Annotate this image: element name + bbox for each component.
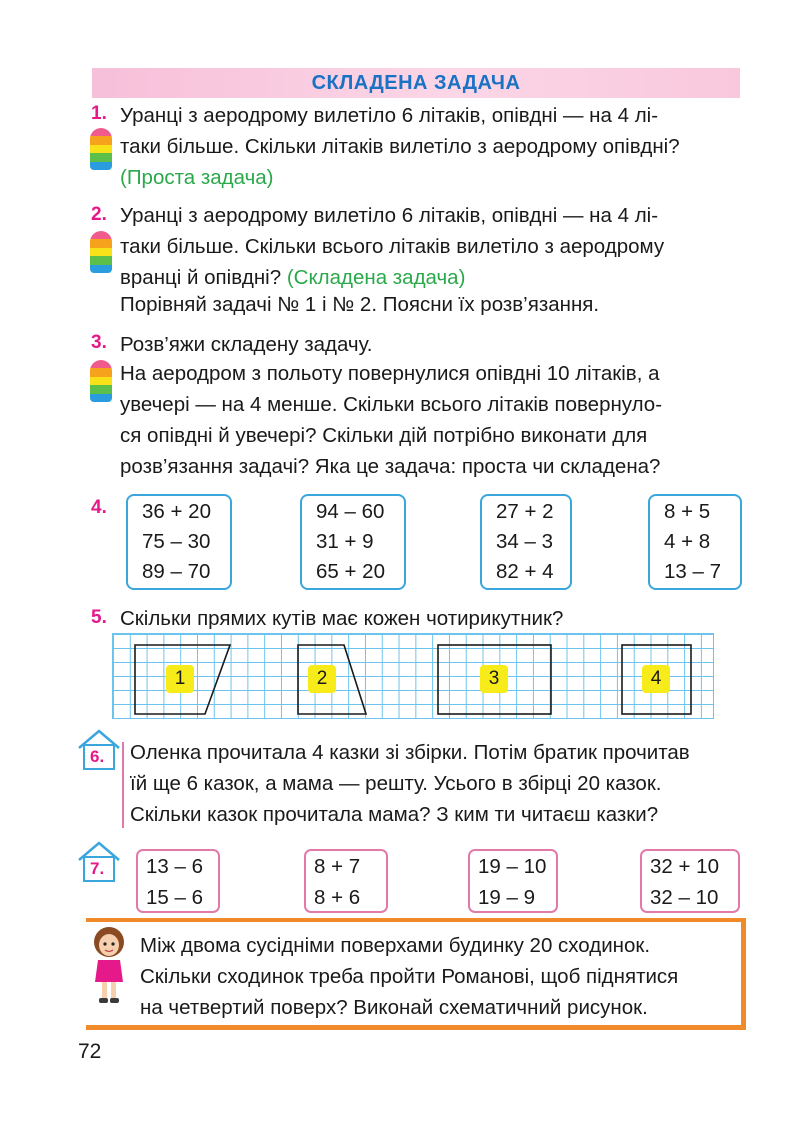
girl-icon — [88, 924, 132, 1008]
task-2-note: (Складена задача) — [286, 266, 466, 289]
task-4-number: 4. — [91, 497, 107, 518]
task-3-number: 3. — [91, 332, 107, 353]
task-4-box-2 — [300, 494, 406, 590]
task-6-line-2: їй ще 6 казок, а мама — решту. Усього в збірці 20 казок. — [130, 772, 662, 795]
task-2-line-1: Уранці з аеродрому вилетіло 6 літаків, опівдні — на 4 лі- — [120, 204, 659, 227]
task-4-box-4 — [648, 494, 742, 590]
expression: 27 + 2 — [496, 500, 554, 523]
task-2-line-2: таки більше. Скільки всього літаків вилетіло з аеродрому — [120, 235, 665, 258]
task-7-box-4 — [640, 849, 740, 913]
expression: 8 + 7 — [314, 855, 361, 878]
task-6-bracket — [122, 742, 124, 828]
task-4-box-3 — [480, 494, 572, 590]
task-1-line-1: Уранці з аеродрому вилетіло 6 літаків, опівдні — на 4 лі- — [120, 104, 659, 127]
expression: 19 – 9 — [478, 886, 535, 909]
expression: 15 – 6 — [146, 886, 203, 909]
task-1-line-2: таки більше. Скільки літаків вилетіло з аеродрому опівдні? — [120, 135, 680, 158]
task-3-line-2: увечері — на 4 менше. Скільки всього літаків повернуло- — [120, 393, 663, 416]
expression: 75 – 30 — [142, 530, 211, 553]
expression: 8 + 6 — [314, 886, 361, 909]
expression: 32 + 10 — [650, 855, 719, 878]
quadrilaterals — [112, 633, 714, 719]
task-1-note: (Проста задача) — [120, 166, 274, 189]
expression: 4 + 8 — [664, 530, 711, 553]
bonus-line-3: на четвертий поверх? Виконай схематичний рисунок. — [140, 996, 648, 1019]
task-7-box-2 — [304, 849, 388, 913]
task-3-line-1: На аеродром з польоту повернулися опівдні 10 літаків, а — [120, 362, 660, 385]
task-5-number: 5. — [91, 607, 107, 628]
pencil-icon — [90, 360, 112, 402]
expression: 82 + 4 — [496, 560, 554, 583]
expression: 8 + 5 — [664, 500, 711, 523]
pencil-icon — [90, 231, 112, 273]
expression: 65 + 20 — [316, 560, 385, 583]
bonus-line-1: Між двома сусідніми поверхами будинку 20 сходинок. — [140, 934, 651, 957]
task-1-number: 1. — [91, 103, 107, 124]
expression: 94 – 60 — [316, 500, 385, 523]
shape-label-3: 3 — [480, 665, 508, 693]
page-title: СКЛАДЕНА ЗАДАЧА — [311, 72, 521, 94]
shape-label-1: 1 — [166, 665, 194, 693]
page-number: 72 — [78, 1040, 102, 1063]
bonus-line-2: Скільки сходинок треба пройти Романові, щоб піднятися — [140, 965, 679, 988]
task-4-box-1 — [126, 494, 232, 590]
expression: 32 – 10 — [650, 886, 719, 909]
task-6-line-1: Оленка прочитала 4 казки зі збірки. Потім братик прочитав — [130, 741, 690, 764]
task-7-box-1 — [136, 849, 220, 913]
task-3-line-4: розв’язання задачі? Яка це задача: проста чи складена? — [120, 455, 661, 478]
task-5-question: Скільки прямих кутів має кожен чотирикутник? — [120, 607, 564, 630]
expression: 34 – 3 — [496, 530, 553, 553]
pencil-icon — [90, 128, 112, 170]
task-3-intro: Розв’яжи складену задачу. — [120, 333, 373, 356]
shape-label-2: 2 — [308, 665, 336, 693]
task-2-line-3-text: вранці й опівдні? — [120, 266, 282, 289]
shape-label-4: 4 — [642, 665, 670, 693]
expression: 19 – 10 — [478, 855, 547, 878]
expression: 31 + 9 — [316, 530, 374, 553]
task-7-number: 7. — [90, 859, 105, 878]
task-6-number: 6. — [90, 747, 105, 766]
task-7-box-3 — [468, 849, 558, 913]
task-2-number: 2. — [91, 204, 107, 225]
task-3-line-3: ся опівдні й увечері? Скільки дій потрібно виконати для — [120, 424, 648, 447]
task-6-line-3: Скільки казок прочитала мама? З ким ти читаєш казки? — [130, 803, 659, 826]
expression: 13 – 6 — [146, 855, 203, 878]
expression: 13 – 7 — [664, 560, 721, 583]
task-2-compare: Порівняй задачі № 1 і № 2. Поясни їх розв’язання. — [120, 293, 600, 316]
expression: 89 – 70 — [142, 560, 211, 583]
expression: 36 + 20 — [142, 500, 211, 523]
